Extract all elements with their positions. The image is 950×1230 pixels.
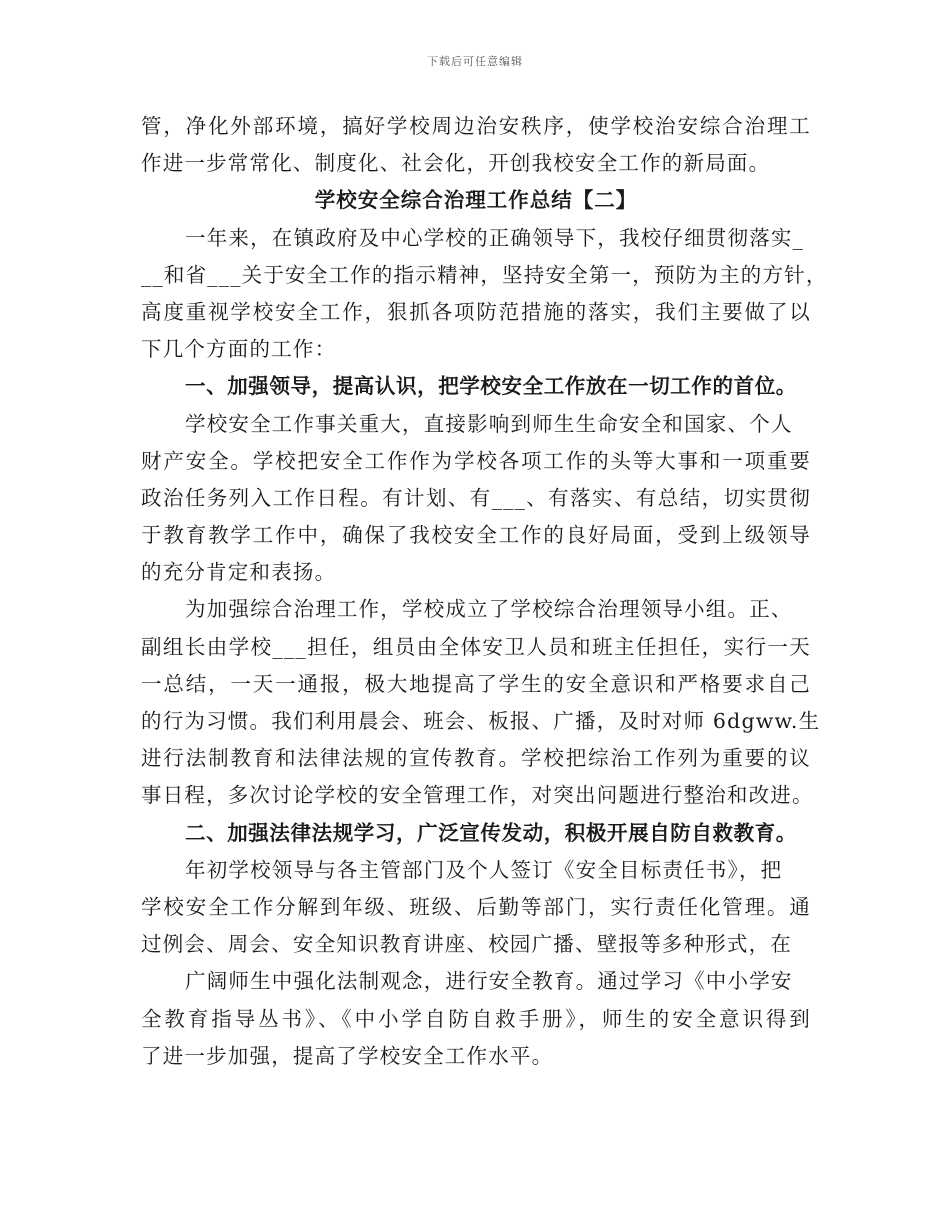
paragraph-line: 事日程，多次讨论学校的安全管理工作，对突出问题进行整治和改进。 (141, 783, 814, 808)
paragraph-line: 下几个方面的工作： (141, 337, 337, 362)
paragraph-line: 全教育指导丛书》、《中小学自防自救手册》，师生的安全意识得到 (141, 1006, 811, 1031)
section-heading-2: 二、加强法律法规学习，广泛宣传发动，积极开展自防自救教育。 (185, 820, 797, 845)
paragraph-line: 学校安全工作事关重大，直接影响到师生生命安全和国家、个人 (185, 411, 793, 436)
paragraph-line: 过例会、周会、安全知识教育讲座、校园广播、壁报等多种形式，在 (141, 932, 792, 957)
page-header: 下载后可任意编辑 (427, 55, 523, 68)
paragraph-line: 进行法制教育和法律法规的宣传教育。学校把综治工作列为重要的议 (141, 746, 811, 771)
paragraph-line: 于教育教学工作中，确保了我校安全工作的良好局面，受到上级领导 (141, 523, 811, 548)
paragraph-line: 年初学校领导与各主管部门及个人签订《安全目标责任书》，把 (185, 857, 783, 882)
paragraph-line: 一总结，一天一通报，极大地提高了学生的安全意识和严格要求自己 (141, 671, 811, 696)
paragraph-line: 的充分肯定和表扬。 (141, 560, 337, 585)
paragraph-line: 学校安全工作分解到年级、班级、后勤等部门，实行责任化管理。通 (141, 894, 811, 919)
paragraph-line: 副组长由学校___担任，组员由全体安卫人员和班主任担任，实行一天 (141, 634, 811, 659)
paragraph-line: 高度重视学校安全工作，狠抓各项防范措施的落实，我们主要做了以 (141, 299, 811, 324)
section-title: 学校安全综合治理工作总结【二】 (314, 188, 638, 213)
paragraph-line: 了进一步加强，提高了学校安全工作水平。 (141, 1043, 554, 1068)
paragraph-line: 的行为习惯。我们利用晨会、班会、板报、广播，及时对师 6dgww.生 (141, 709, 821, 733)
paragraph-line: 管，净化外部环境，搞好学校周边治安秩序，使学校治安综合治理工 (141, 114, 811, 138)
paragraph-line: 一年来，在镇政府及中心学校的正确领导下，我校仔细贯彻落实_ (185, 225, 805, 250)
paragraph-line: 为加强综合治理工作，学校成立了学校综合治理领导小组。正、 (185, 597, 793, 622)
paragraph-line: 政治任务列入工作日程。有计划、有___、有落实、有总结，切实贯彻 (141, 485, 811, 510)
document-body (141, 108, 828, 1075)
paragraph-line: 财产安全。学校把安全工作作为学校各项工作的头等大事和一项重要 (141, 448, 811, 473)
section-heading-1: 一、加强领导，提高认识，把学校安全工作放在一切工作的首位。 (185, 374, 797, 399)
paragraph-line: 广阔师生中强化法制观念，进行安全教育。通过学习《中小学安 (185, 969, 793, 994)
paragraph-line: 作进一步常常化、制度化、社会化，开创我校安全工作的新局面。 (141, 151, 771, 176)
paragraph-line: __和省___关于安全工作的指示精神，坚持安全第一，预防为主的方针， (141, 262, 828, 287)
